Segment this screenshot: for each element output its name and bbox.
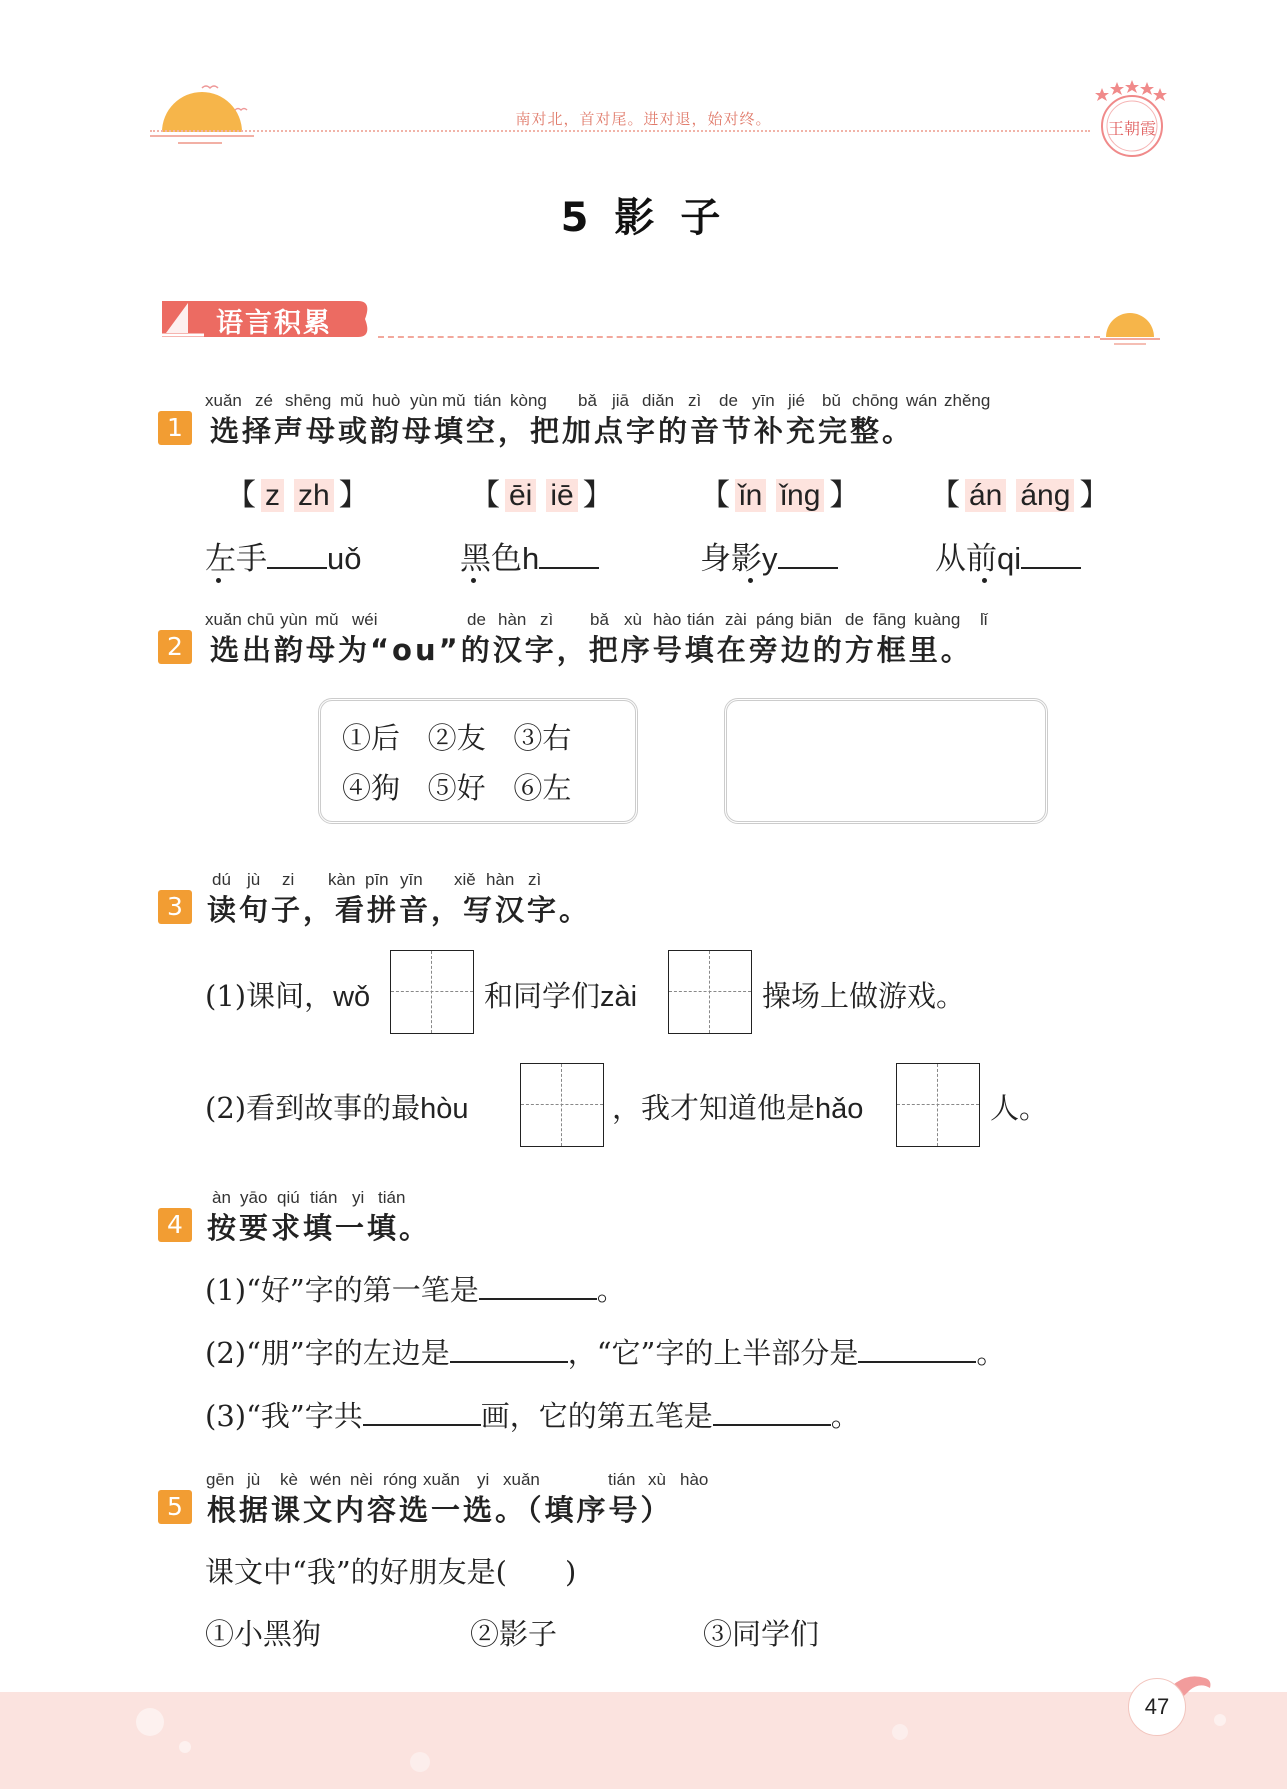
pinyin-annotation: kè xyxy=(280,1470,298,1489)
q3-text-part: (2)看到故事的最 xyxy=(205,1091,421,1125)
pinyin-annotation: yāo xyxy=(240,1188,268,1207)
pinyin-annotation: de xyxy=(467,610,486,629)
q5-option-1: ①小黑狗 xyxy=(205,1617,322,1651)
q1-text: 选择声母或韵母填空，把加点字的音节补充完整。 xyxy=(210,414,915,448)
pinyin-annotation: qiú xyxy=(277,1188,300,1207)
pinyin-annotation: àn xyxy=(212,1188,231,1207)
pinyin-annotation: mǔ xyxy=(340,391,364,410)
q4-text-part: ，“它”字的上半部分是 xyxy=(567,1336,859,1370)
answer-blank[interactable] xyxy=(479,1274,597,1300)
author-stamp xyxy=(1090,78,1170,160)
q2-text: 选出韵母为“ou”的汉字，把序号填在旁边的方框里。 xyxy=(210,633,973,667)
q3-pinyin-prompt: wǒ xyxy=(333,981,371,1013)
pinyin-annotation: zì xyxy=(528,870,542,889)
q4-line-2 xyxy=(205,1331,1005,1372)
pinyin-annotation: zì xyxy=(688,391,702,410)
q5-text: 根据课文内容选一选。（填序号） xyxy=(207,1493,673,1527)
bubbles-decoration xyxy=(0,1692,1287,1789)
q1-number: 1 xyxy=(158,411,192,445)
q3-number: 3 xyxy=(158,890,192,924)
emphasis-dot xyxy=(982,578,987,583)
pinyin-annotation: yùn xyxy=(280,610,308,629)
bracket-close: 】 xyxy=(829,479,860,512)
answer-blank[interactable] xyxy=(363,1400,481,1426)
emphasis-dot xyxy=(748,578,753,583)
header-motto: 南对北，首对尾。进对退，始对终。 xyxy=(515,110,772,128)
q1-choice-group-4 xyxy=(930,470,1109,514)
pinyin-annotation: de xyxy=(845,610,864,629)
pinyin-annotation: xù xyxy=(624,610,642,629)
q1-word: 黑色 xyxy=(460,541,522,577)
q4-text-part: (2)“朋”字的左边是 xyxy=(205,1336,450,1370)
q2-option: ⑤好 xyxy=(427,771,486,805)
pinyin-annotation: gēn xyxy=(206,1470,235,1489)
q3-sentence-1-c: 操场上做游戏。 xyxy=(762,979,966,1013)
q2-option: ①后 xyxy=(342,721,401,755)
pinyin-annotation: chōng xyxy=(852,391,899,410)
q4-text-part: 。 xyxy=(976,1336,1006,1370)
pinyin-annotation: zì xyxy=(540,610,554,629)
tianzige-box[interactable] xyxy=(668,950,752,1034)
pinyin-annotation: tián xyxy=(687,610,715,629)
bracket-open: 【 xyxy=(470,479,500,512)
pinyin-annotation: páng xyxy=(756,610,794,629)
q3-text: 读句子，看拼音，写汉字。 xyxy=(207,893,592,927)
pinyin-annotation: jié xyxy=(788,391,806,410)
q3-sentence-1-a xyxy=(205,974,370,1015)
q4-line-3 xyxy=(205,1394,860,1435)
q1-word: 从前 xyxy=(935,541,997,577)
q1-word: 身影 xyxy=(700,541,762,577)
q1-choice: z xyxy=(261,479,284,512)
q2-option: ④狗 xyxy=(342,771,401,805)
sun-small-icon xyxy=(1100,305,1160,347)
pinyin-annotation: bǔ xyxy=(822,391,841,410)
answer-blank[interactable] xyxy=(1021,539,1081,569)
bracket-open: 【 xyxy=(700,479,730,512)
pinyin-annotation: yīn xyxy=(752,391,775,410)
pinyin-annotation: chū xyxy=(247,610,275,629)
pinyin-annotation: bǎ xyxy=(590,610,609,629)
q2-option: ③右 xyxy=(513,721,572,755)
q1-choice: zh xyxy=(294,479,334,512)
q4-text-part: 画，它的第五笔是 xyxy=(480,1399,713,1433)
bracket-close: 】 xyxy=(582,479,613,512)
q1-choice-group-3 xyxy=(700,470,859,514)
q4-text-part: (1)“好”字的第一笔是 xyxy=(205,1273,479,1307)
q5-number: 5 xyxy=(158,1490,192,1524)
q1-syllable-part: uǒ xyxy=(327,541,362,576)
pinyin-annotation: zài xyxy=(725,610,747,629)
q4-text-part: 。 xyxy=(830,1399,860,1433)
page-number: 47 xyxy=(1128,1678,1186,1736)
pinyin-annotation: biān xyxy=(800,610,833,629)
pinyin-annotation: zé xyxy=(255,391,273,410)
pinyin-annotation: diǎn xyxy=(642,391,675,410)
q5-question: 课文中“我”的好朋友是( ) xyxy=(205,1555,577,1589)
q3-text-part: ，我才知道他是 xyxy=(612,1091,816,1125)
pinyin-annotation: shēng xyxy=(285,391,332,410)
q2-answer-box[interactable] xyxy=(724,698,1048,824)
q2-option: ⑥左 xyxy=(513,771,572,805)
pinyin-annotation: hàn xyxy=(486,870,515,889)
q4-text-part: (3)“我”字共 xyxy=(205,1399,363,1433)
pinyin-annotation: yi xyxy=(477,1470,490,1489)
q1-syllable-part: qi xyxy=(997,541,1022,576)
pinyin-annotation: jù xyxy=(247,1470,261,1489)
q2-option-row-1 xyxy=(342,716,571,757)
q1-item-4 xyxy=(935,533,1081,578)
q3-pinyin-prompt: zài xyxy=(600,981,638,1013)
pinyin-annotation: wán xyxy=(906,391,938,410)
section-label: 语言积累 xyxy=(216,308,332,339)
pinyin-annotation: xuǎn xyxy=(423,1470,460,1489)
pinyin-annotation: tián xyxy=(378,1188,406,1207)
q3-text-part: (1)课间， xyxy=(205,979,334,1013)
q1-choice-group-2 xyxy=(470,470,613,514)
pinyin-annotation: yùn xyxy=(410,391,438,410)
q1-syllable-part: h xyxy=(522,541,540,576)
q5-option-3: ③同学们 xyxy=(703,1617,820,1651)
pinyin-annotation: hào xyxy=(680,1470,709,1489)
q4-text-part: 。 xyxy=(596,1273,626,1307)
tianzige-box[interactable] xyxy=(390,950,474,1034)
pinyin-annotation: zhěng xyxy=(944,391,991,410)
pinyin-annotation: fāng xyxy=(873,610,907,629)
pinyin-annotation: yīn xyxy=(400,870,423,889)
bracket-close: 】 xyxy=(338,479,369,512)
pinyin-annotation: kàn xyxy=(328,870,356,889)
q1-item-1 xyxy=(205,533,361,578)
q1-choice: iē xyxy=(546,479,577,512)
pinyin-annotation: dú xyxy=(212,870,231,889)
section-rule xyxy=(378,336,1100,338)
answer-blank[interactable] xyxy=(713,1400,831,1426)
bracket-open: 【 xyxy=(226,479,256,512)
q3-sentence-2-c: 人。 xyxy=(990,1091,1049,1125)
pinyin-annotation: wéi xyxy=(352,610,378,629)
bracket-close: 】 xyxy=(1079,479,1110,512)
emphasis-dot xyxy=(216,578,221,583)
q3-pinyin-prompt: hòu xyxy=(420,1093,469,1125)
pinyin-annotation: hào xyxy=(653,610,682,629)
q3-sentence-1-b xyxy=(484,974,637,1015)
answer-blank[interactable] xyxy=(858,1337,976,1363)
q2-number: 2 xyxy=(158,630,192,664)
pinyin-annotation: pīn xyxy=(365,870,389,889)
q1-choice: án xyxy=(965,479,1006,512)
pinyin-annotation: kòng xyxy=(510,391,547,410)
pinyin-annotation: tián xyxy=(310,1188,338,1207)
svg-text:王朝霞: 王朝霞 xyxy=(1107,119,1157,138)
pinyin-annotation: bǎ xyxy=(578,391,597,410)
emphasis-dot xyxy=(471,578,476,583)
pinyin-annotation: wén xyxy=(310,1470,342,1489)
pinyin-annotation: xuǎn xyxy=(205,391,242,410)
q1-choice: áng xyxy=(1016,479,1074,512)
pinyin-annotation: xuǎn xyxy=(503,1470,540,1489)
pinyin-annotation: tián xyxy=(474,391,502,410)
page-title: 5 影 子 xyxy=(560,195,727,241)
q3-text-part: 和同学们 xyxy=(484,979,601,1013)
q2-option: ②友 xyxy=(427,721,486,755)
q1-choice: ǐn xyxy=(735,479,766,512)
answer-blank[interactable] xyxy=(267,539,327,569)
pinyin-annotation: zi xyxy=(282,870,295,889)
q1-choice: ēi xyxy=(505,479,536,512)
pinyin-annotation: kuàng xyxy=(914,610,961,629)
q1-item-2 xyxy=(460,533,599,578)
answer-blank[interactable] xyxy=(450,1337,568,1363)
pinyin-annotation: xiě xyxy=(454,870,476,889)
pinyin-annotation: lǐ xyxy=(980,610,988,629)
q1-item-3 xyxy=(700,533,838,578)
q3-sentence-2-a xyxy=(205,1086,468,1127)
tianzige-box[interactable] xyxy=(520,1063,604,1147)
q3-pinyin-prompt: hǎo xyxy=(815,1093,864,1125)
pinyin-annotation: de xyxy=(719,391,738,410)
q1-syllable-part: y xyxy=(762,541,778,576)
pinyin-annotation: mǔ xyxy=(442,391,466,410)
q1-choice-group-1 xyxy=(226,470,369,514)
pinyin-annotation: huò xyxy=(372,391,401,410)
pinyin-annotation: hàn xyxy=(498,610,527,629)
pinyin-annotation: jù xyxy=(247,870,261,889)
q4-text: 按要求填一填。 xyxy=(207,1211,432,1245)
q1-choice: ǐng xyxy=(776,479,824,512)
pinyin-annotation: tián xyxy=(608,1470,636,1489)
pinyin-annotation: róng xyxy=(383,1470,418,1489)
pinyin-annotation: xuǎn xyxy=(205,610,242,629)
tianzige-box[interactable] xyxy=(896,1063,980,1147)
q2-option-row-2 xyxy=(342,766,571,807)
answer-blank[interactable] xyxy=(539,539,599,569)
answer-blank[interactable] xyxy=(778,539,838,569)
header-rule xyxy=(150,130,1090,132)
pinyin-annotation: mǔ xyxy=(315,610,339,629)
pinyin-annotation: nèi xyxy=(350,1470,373,1489)
q4-line-1 xyxy=(205,1268,626,1309)
q1-word: 左手 xyxy=(205,541,267,577)
pinyin-annotation: yi xyxy=(352,1188,365,1207)
q4-number: 4 xyxy=(158,1208,192,1242)
q3-sentence-2-b xyxy=(612,1086,863,1127)
bracket-open: 【 xyxy=(930,479,960,512)
pinyin-annotation: jiā xyxy=(612,391,630,410)
pinyin-annotation: xù xyxy=(648,1470,666,1489)
q5-option-2: ②影子 xyxy=(470,1617,558,1651)
